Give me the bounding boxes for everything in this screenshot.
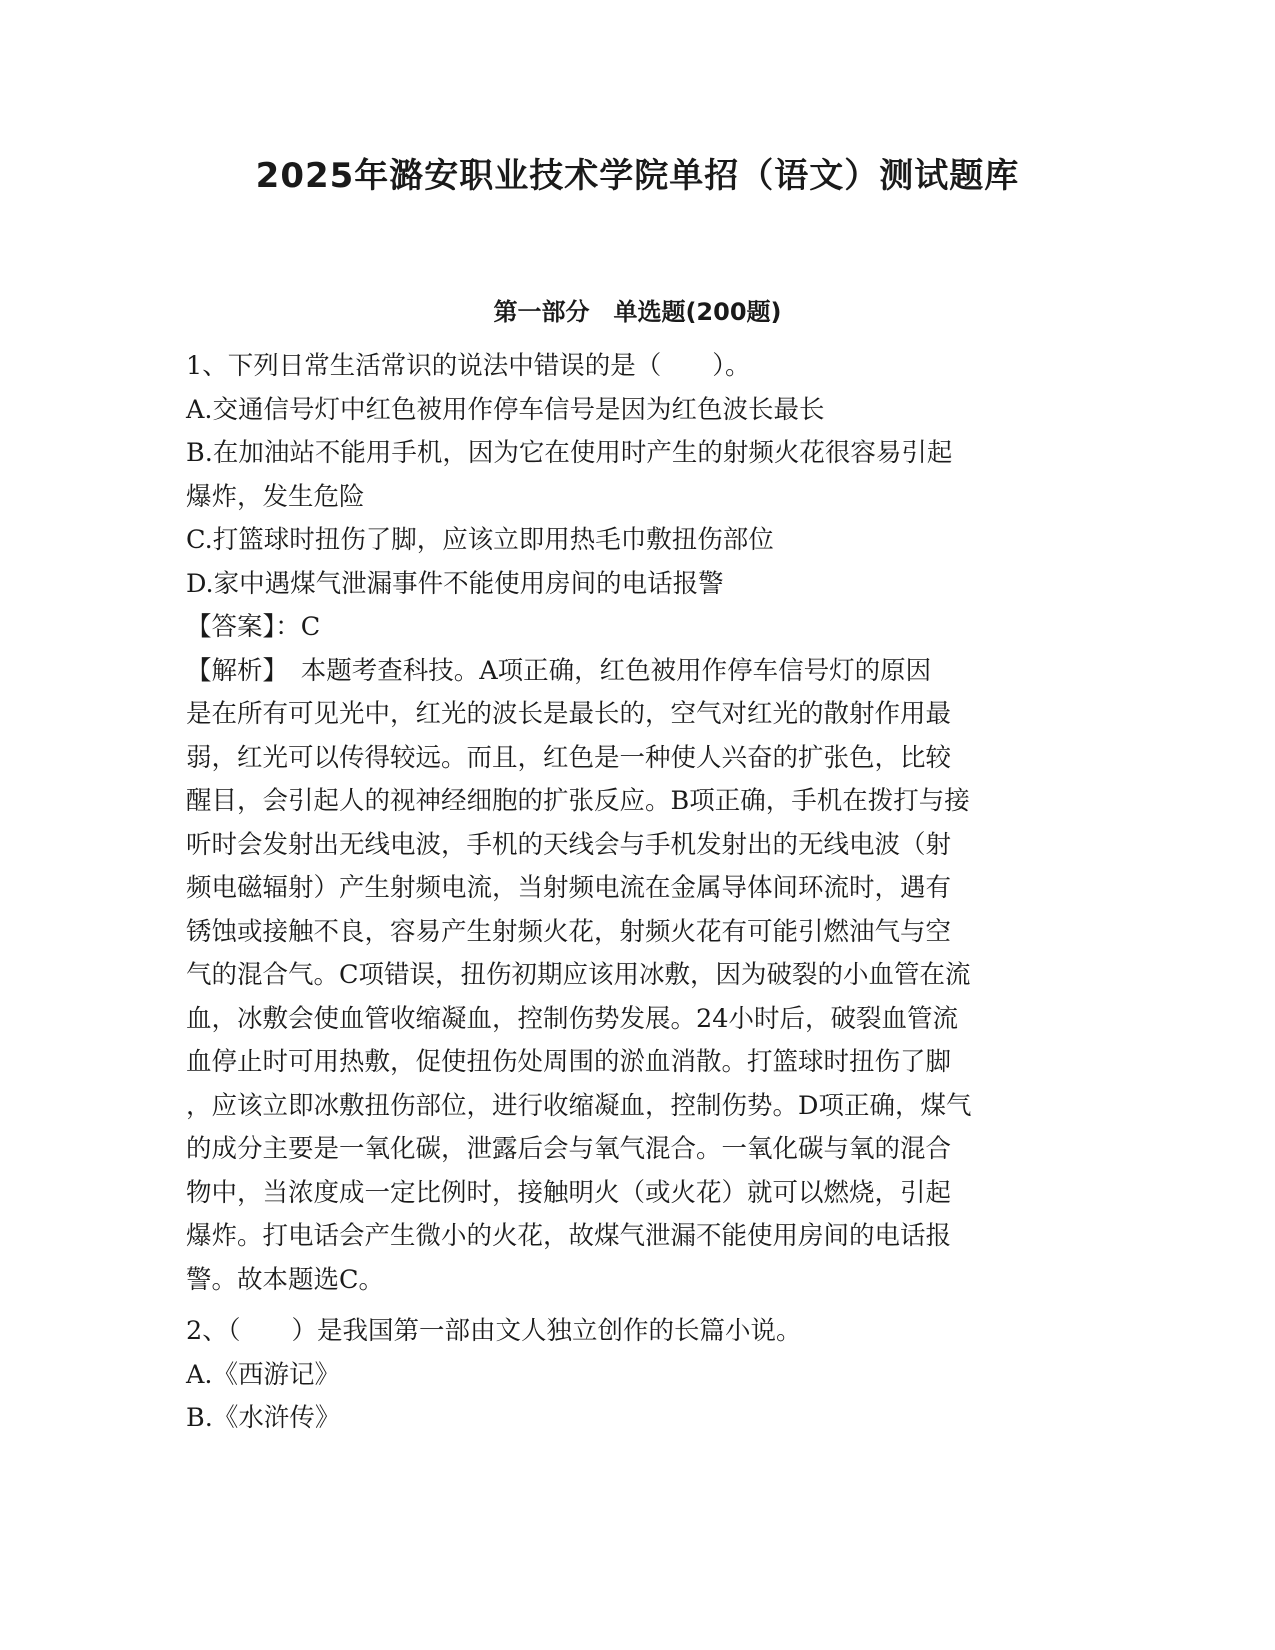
analysis-line: 的成分主要是一氧化碳，泄露后会与氧气混合。一氧化碳与氧的混合 [186, 1134, 952, 1164]
option-a: A.交通信号灯中红色被用作停车信号是因为红色波长最长 [186, 394, 825, 425]
section-title: 第一部分 单选题(200题) [493, 298, 782, 326]
document-title: 2025年潞安职业技术学院单招（语文）测试题库 [255, 156, 1020, 196]
option-b-continued: 爆炸，发生危险 [186, 481, 365, 512]
analysis-line: 锈蚀或接触不良，容易产生射频火花，射频火花有可能引燃油气与空 [186, 916, 952, 947]
analysis-line: 血，冰敷会使血管收缩凝血，控制伤势发展。24小时后，破裂血管流 [186, 1003, 958, 1034]
analysis-line: 【解析】 本题考查科技。A项正确，红色被用作停车信号灯的原因 [186, 655, 932, 686]
option-b: B.《水浒传》 [186, 1403, 341, 1433]
question-1 [186, 345, 1086, 1302]
option-c: C.打篮球时扭伤了脚，应该立即用热毛巾敷扭伤部位 [186, 525, 774, 555]
option-a: A.《西游记》 [186, 1359, 341, 1390]
question-spacer [186, 1302, 1086, 1310]
analysis-line: 血停止时可用热敷，促使扭伤处周围的淤血消散。打篮球时扭伤了脚 [186, 1047, 952, 1077]
analysis-line: 爆炸。打电话会产生微小的火花，故煤气泄漏不能使用房间的电话报 [186, 1221, 952, 1251]
question-stem: 2、（ ）是我国第一部由文人独立创作的长篇小说。 [186, 1316, 802, 1346]
analysis-line: 弱，红光可以传得较远。而且，红色是一种使人兴奋的扩张色，比较 [186, 742, 952, 773]
question-2 [186, 1310, 1086, 1441]
analysis [186, 650, 1086, 1303]
answer: 【答案】：C [186, 612, 321, 642]
question-list [186, 345, 1086, 1441]
analysis-line: 警。故本题选C。 [186, 1264, 385, 1295]
option-d: D.家中遇煤气泄漏事件不能使用房间的电话报警 [186, 568, 724, 599]
analysis-line: 频电磁辐射）产生射频电流，当射频电流在金属导体间环流时，遇有 [186, 873, 952, 903]
analysis-line: 醒目，会引起人的视神经细胞的扩张反应。B项正确，手机在拨打与接 [186, 786, 970, 816]
option-b: B.在加油站不能用手机，因为它在使用时产生的射频火花很容易引起 [186, 438, 953, 468]
analysis-line: 是在所有可见光中，红光的波长是最长的，空气对红光的散射作用最 [186, 699, 952, 729]
analysis-line: 气的混合气。C项错误，扭伤初期应该用冰敷，因为破裂的小血管在流 [186, 960, 971, 990]
analysis-line: 物中，当浓度成一定比例时，接触明火（或火花）就可以燃烧，引起 [186, 1177, 952, 1208]
analysis-line: ，应该立即冰敷扭伤部位，进行收缩凝血，控制伤势。D项正确，煤气 [186, 1090, 972, 1121]
question-stem: 1、下列日常生活常识的说法中错误的是（ ）。 [186, 351, 751, 381]
analysis-line: 听时会发射出无线电波，手机的天线会与手机发射出的无线电波（射 [186, 829, 952, 860]
